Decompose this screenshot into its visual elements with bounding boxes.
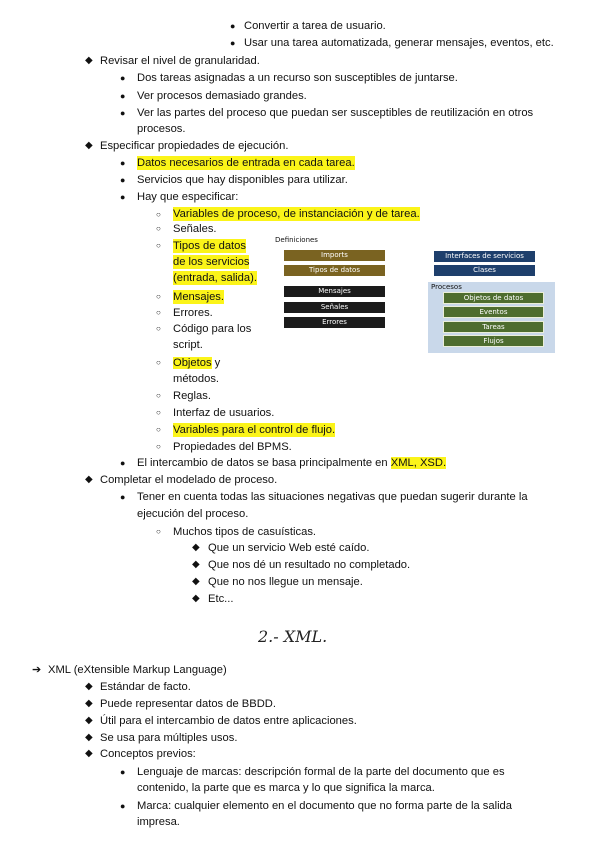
list-item: Útil para el intercambio de datos entre aplicaciones. [100, 715, 357, 727]
list-item: Que un servicio Web esté caído. [208, 542, 370, 554]
highlighted-item: Tipos de datos [173, 240, 246, 252]
text-fragment: y [211, 357, 221, 369]
signals-box: Señales [284, 302, 385, 313]
tasks-box: Tareas [443, 321, 544, 333]
diamond-bullet-icon: ◆ [192, 576, 200, 587]
messages-box: Mensajes [284, 286, 385, 297]
arrow-right-icon: ➔ [32, 664, 42, 676]
circle-bullet-icon: ○ [156, 292, 161, 301]
highlighted-item: Datos necesarios de entrada en cada tarea. [137, 157, 355, 169]
bullet-icon: ● [120, 175, 126, 185]
data-types-box: Tipos de datos [284, 265, 385, 276]
list-item: Dos tareas asignadas a un recurso son susceptibles de juntarse. [137, 72, 458, 84]
flows-box: Flujos [443, 335, 544, 347]
list-item-continuation: ejecución del proceso. [137, 508, 249, 520]
procesos-label: Procesos [431, 283, 462, 291]
bullet-icon: ● [120, 158, 126, 168]
list-item: Errores. [173, 307, 213, 319]
data-objects-box: Objetos de datos [443, 292, 544, 304]
list-item: Que no nos llegue un mensaje. [208, 576, 363, 588]
list-item: Ver procesos demasiado grandes. [137, 90, 307, 102]
bullet-icon: ● [120, 801, 126, 811]
section-heading: 2.- XML. [258, 627, 328, 646]
list-item: Convertir a tarea de usuario. [244, 20, 386, 32]
circle-bullet-icon: ○ [156, 425, 161, 434]
bullet-icon: ● [120, 767, 126, 777]
list-item: Usar una tarea automatizada, generar mensajes, eventos, etc. [244, 37, 554, 49]
bullet-icon: ● [120, 108, 126, 118]
diamond-bullet-icon: ◆ [85, 681, 93, 692]
list-item: Ver las partes del proceso que puedan ser susceptibles de reutilización en otros [137, 107, 534, 119]
diamond-bullet-icon: ◆ [85, 732, 93, 743]
list-item: Muchos tipos de casuísticas. [173, 526, 317, 538]
circle-bullet-icon: ○ [156, 210, 161, 219]
diamond-bullet-icon: ◆ [85, 698, 93, 709]
bullet-icon: ● [120, 192, 126, 202]
diamond-bullet-icon: ◆ [85, 748, 93, 759]
circle-bullet-icon: ○ [156, 241, 161, 250]
diamond-bullet-icon: ◆ [192, 542, 200, 553]
list-item: Conceptos previos: [100, 748, 196, 760]
bullet-icon: ● [120, 91, 126, 101]
list-item: Que nos dé un resultado no completado. [208, 559, 411, 571]
circle-bullet-icon: ○ [156, 308, 161, 317]
list-item: Código para los [173, 323, 252, 335]
list-item: Puede representar datos de BBDD. [100, 698, 276, 710]
list-item-continuation: script. [173, 339, 203, 351]
list-item: Hay que especificar: [137, 191, 239, 203]
list-item: Estándar de facto. [100, 681, 191, 693]
bullet-icon: ● [120, 458, 126, 468]
circle-bullet-icon: ○ [156, 224, 161, 233]
list-item: Especificar propiedades de ejecución. [100, 140, 289, 152]
circle-bullet-icon: ○ [156, 442, 161, 451]
text-fragment: El intercambio de datos se basa principalmente en [137, 457, 391, 469]
highlighted-item: (entrada, salida). [173, 272, 257, 284]
bullet-icon: ● [230, 21, 236, 31]
list-item: Propiedades del BPMS. [173, 441, 292, 453]
list-item [137, 456, 446, 470]
list-item: Completar el modelado de proceso. [100, 474, 278, 486]
highlighted-item: Variables para el control de flujo. [173, 424, 336, 436]
highlighted-item: de los servicios [173, 256, 250, 268]
service-interfaces-box: Interfaces de servicios [434, 251, 535, 262]
highlighted-item: Variables de proceso, de instanciación y de tarea. [173, 208, 420, 220]
circle-bullet-icon: ○ [156, 324, 161, 333]
list-item: Se usa para múltiples usos. [100, 732, 238, 744]
list-item-continuation: contenido, la parte que es marca y lo que significa la marca. [137, 782, 435, 794]
list-item: Tener en cuenta todas las situaciones negativas que puedan sugerir durante la [137, 491, 528, 503]
imports-box: Imports [284, 250, 385, 261]
bullet-icon: ● [120, 73, 126, 83]
list-item: Interfaz de usuarios. [173, 407, 275, 419]
list-item-continuation: impresa. [137, 816, 180, 828]
list-item: Reglas. [173, 390, 211, 402]
definiciones-label: Definiciones [275, 236, 318, 244]
circle-bullet-icon: ○ [156, 358, 161, 367]
diamond-bullet-icon: ◆ [192, 559, 200, 570]
circle-bullet-icon: ○ [156, 391, 161, 400]
list-item: Servicios que hay disponibles para utilizar. [137, 174, 348, 186]
list-item-continuation: procesos. [137, 123, 186, 135]
diamond-bullet-icon: ◆ [85, 55, 93, 66]
list-item [173, 356, 220, 370]
events-box: Eventos [443, 306, 544, 318]
circle-bullet-icon: ○ [156, 527, 161, 536]
highlighted-word: XML, XSD. [390, 457, 447, 469]
diamond-bullet-icon: ◆ [192, 593, 200, 604]
list-item: XML (eXtensible Markup Language) [48, 664, 227, 676]
classes-box: Clases [434, 265, 535, 276]
errors-box: Errores [284, 317, 385, 328]
bullet-icon: ● [230, 38, 236, 48]
list-item: Señales. [173, 223, 217, 235]
list-item: Marca: cualquier elemento en el documento que no forma parte de la salida [137, 800, 513, 812]
diamond-bullet-icon: ◆ [85, 474, 93, 485]
bullet-icon: ● [120, 492, 126, 502]
list-item-continuation: métodos. [173, 373, 220, 385]
highlighted-item: Mensajes. [173, 291, 224, 303]
diamond-bullet-icon: ◆ [85, 140, 93, 151]
diamond-bullet-icon: ◆ [85, 715, 93, 726]
list-item: Lenguaje de marcas: descripción formal de la parte del documento que es [137, 766, 505, 778]
circle-bullet-icon: ○ [156, 408, 161, 417]
highlighted-word: Objetos [173, 357, 212, 369]
list-item: Etc... [208, 593, 234, 605]
list-item: Revisar el nivel de granularidad. [100, 55, 260, 67]
